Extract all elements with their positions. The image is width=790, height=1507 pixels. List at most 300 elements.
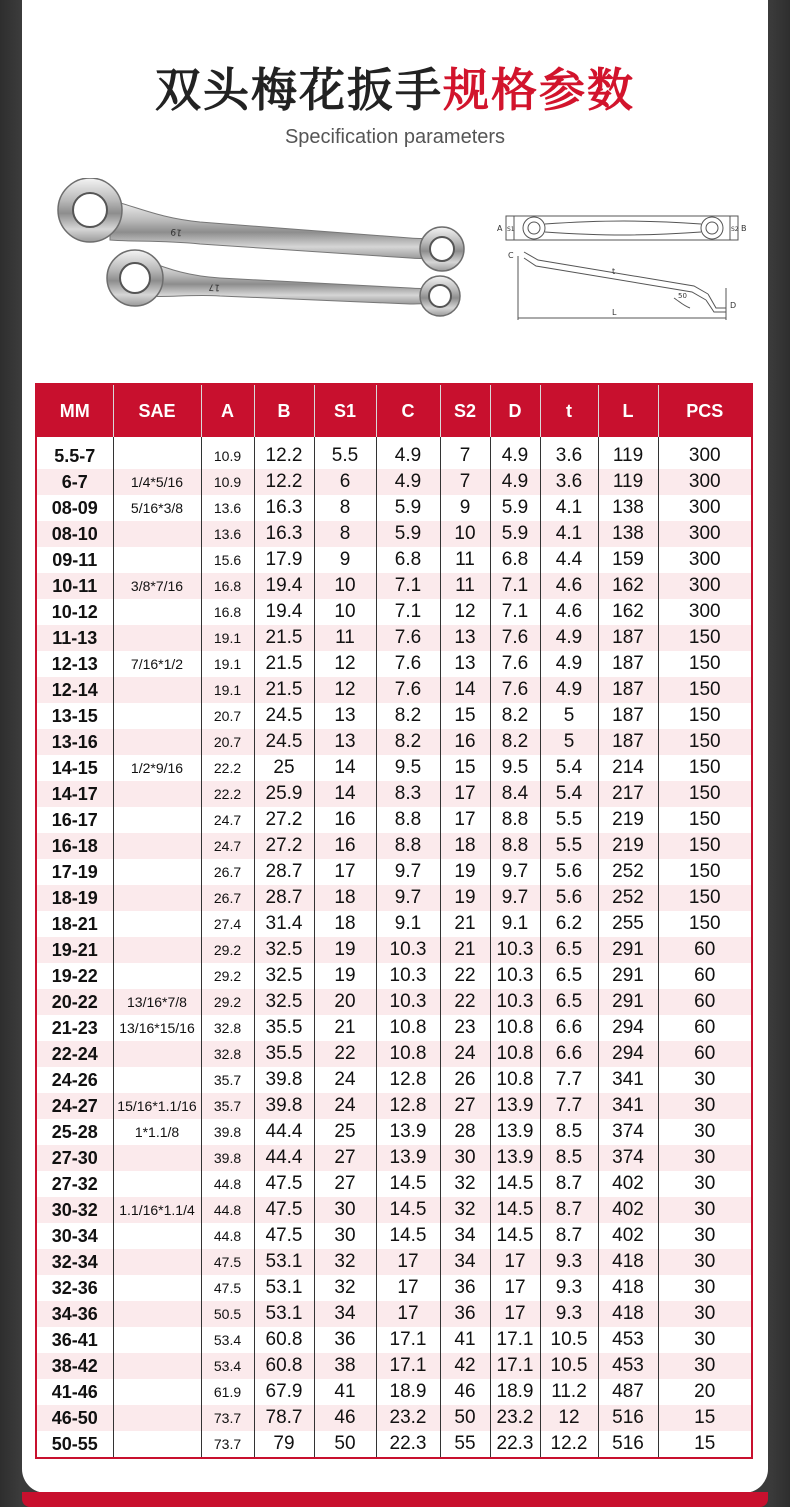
cell-d: 17.1 — [490, 1327, 540, 1353]
cell-sae — [113, 807, 201, 833]
cell-t: 5.4 — [540, 755, 598, 781]
cell-s2: 13 — [440, 625, 490, 651]
cell-l: 341 — [598, 1067, 658, 1093]
cell-l: 162 — [598, 599, 658, 625]
cell-a: 26.7 — [201, 885, 254, 911]
cell-a: 29.2 — [201, 937, 254, 963]
cell-s1: 14 — [314, 781, 376, 807]
cell-l: 291 — [598, 963, 658, 989]
table-header-row — [36, 384, 752, 437]
cell-d: 4.9 — [490, 469, 540, 495]
cell-b: 44.4 — [254, 1119, 314, 1145]
cell-t: 6.6 — [540, 1041, 598, 1067]
wrench-product-photo — [50, 178, 470, 318]
cell-s2: 11 — [440, 547, 490, 573]
column-header-mm: MM — [36, 384, 113, 437]
cell-c: 8.3 — [376, 781, 440, 807]
table-row — [36, 1405, 752, 1431]
small-wrench-marking: 17 — [208, 281, 221, 292]
cell-b: 25.9 — [254, 781, 314, 807]
cell-d: 14.5 — [490, 1223, 540, 1249]
cell-l: 291 — [598, 937, 658, 963]
cell-s1: 11 — [314, 625, 376, 651]
cell-c: 4.9 — [376, 469, 440, 495]
table-row — [36, 599, 752, 625]
cell-pcs: 30 — [694, 1225, 716, 1246]
cell-b: 16.3 — [254, 521, 314, 547]
cell-pcs: 150 — [688, 705, 721, 726]
cell-s2: 30 — [440, 1145, 490, 1171]
cell-c: 9.1 — [376, 911, 440, 937]
cell-sae — [113, 1327, 201, 1353]
cell-l: 187 — [598, 729, 658, 755]
cell-s1: 10 — [314, 599, 376, 625]
cell-s2: 34 — [440, 1223, 490, 1249]
label-D: D — [730, 301, 737, 310]
cell-d: 13.9 — [490, 1093, 540, 1119]
cell-pcs: 30 — [658, 1145, 752, 1171]
table-row — [36, 651, 752, 677]
table-row — [36, 1015, 752, 1041]
cell-d: 17.1 — [490, 1353, 540, 1379]
cell-mm: 17-19 — [36, 859, 113, 885]
table-row — [36, 755, 752, 781]
table-row — [36, 573, 752, 599]
cell-pcs: 30 — [658, 1353, 752, 1379]
cell-mm: 19-22 — [36, 963, 113, 989]
cell-s1: 32 — [314, 1275, 376, 1301]
table-row — [36, 1041, 752, 1067]
cell-b: 16.3 — [254, 495, 314, 521]
cell-d: 23.2 — [490, 1405, 540, 1431]
cell-a: 39.8 — [201, 1145, 254, 1171]
cell-s2: 7 — [440, 437, 490, 469]
cell-t: 8.5 — [540, 1119, 598, 1145]
cell-a: 44.8 — [201, 1223, 254, 1249]
cell-mm: 32-36 — [36, 1275, 113, 1301]
cell-a: 15.6 — [201, 547, 254, 573]
cell-d: 6.8 — [490, 547, 540, 573]
cell-s2: 13 — [440, 651, 490, 677]
cell-c: 9.7 — [376, 859, 440, 885]
cell-s1: 36 — [314, 1327, 376, 1353]
cell-a: 22.2 — [201, 755, 254, 781]
cell-b: 44.4 — [254, 1145, 314, 1171]
table-row — [36, 1145, 752, 1171]
cell-mm: 24-26 — [36, 1067, 113, 1093]
cell-pcs: 150 — [658, 781, 752, 807]
cell-s2: 11 — [440, 573, 490, 599]
cell-a: 53.4 — [201, 1353, 254, 1379]
cell-pcs: 300 — [688, 549, 721, 570]
cell-t: 5.5 — [540, 807, 598, 833]
cell-a: 10.9 — [201, 469, 254, 495]
table-row — [36, 1197, 752, 1223]
cell-sae — [113, 1041, 201, 1067]
cell-b: 47.5 — [254, 1197, 314, 1223]
cell-s2: 10 — [440, 521, 490, 547]
column-header-l: L — [598, 384, 658, 437]
cell-t: 4.9 — [540, 625, 598, 651]
cell-sae — [113, 437, 201, 469]
cell-s1: 25 — [314, 1119, 376, 1145]
cell-b: 32.5 — [254, 989, 314, 1015]
cell-a: 16.8 — [201, 573, 254, 599]
cell-l: 418 — [598, 1301, 658, 1327]
cell-pcs: 300 — [658, 573, 752, 599]
cell-c: 7.6 — [376, 651, 440, 677]
cell-s1: 34 — [314, 1301, 376, 1327]
cell-l: 187 — [598, 677, 658, 703]
cell-c: 17.1 — [376, 1327, 440, 1353]
cell-c: 9.7 — [376, 885, 440, 911]
table-row — [36, 989, 752, 1015]
cell-c: 7.6 — [376, 677, 440, 703]
cell-l: 219 — [598, 807, 658, 833]
cell-t: 8.7 — [540, 1171, 598, 1197]
cell-c: 10.8 — [376, 1015, 440, 1041]
cell-pcs: 150 — [688, 653, 721, 674]
cell-t: 10.5 — [540, 1353, 598, 1379]
cell-t: 7.7 — [540, 1067, 598, 1093]
cell-b: 32.5 — [254, 937, 314, 963]
cell-sae — [113, 859, 201, 885]
table-row — [36, 963, 752, 989]
cell-d: 13.9 — [490, 1119, 540, 1145]
cell-pcs: 60 — [694, 965, 716, 986]
cell-b: 27.2 — [254, 833, 314, 859]
cell-a: 73.7 — [201, 1405, 254, 1431]
cell-c: 8.8 — [376, 833, 440, 859]
label-t: t — [612, 267, 616, 276]
cell-c: 17.1 — [376, 1353, 440, 1379]
cell-s1: 18 — [314, 911, 376, 937]
cell-pcs: 20 — [694, 1381, 716, 1402]
cell-s2: 32 — [440, 1197, 490, 1223]
cell-c: 10.3 — [376, 989, 440, 1015]
cell-d: 5.9 — [490, 521, 540, 547]
cell-s1: 18 — [314, 885, 376, 911]
cell-l: 453 — [598, 1327, 658, 1353]
cell-sae: 13/16*15/16 — [113, 1015, 201, 1041]
cell-mm: 25-28 — [36, 1119, 113, 1145]
cell-d: 7.6 — [490, 677, 540, 703]
column-header-d: D — [490, 384, 540, 437]
cell-sae — [113, 729, 201, 755]
column-header-s1: S1 — [314, 384, 376, 437]
cell-s1: 30 — [314, 1197, 376, 1223]
cell-sae: 1*1.1/8 — [113, 1119, 201, 1145]
cell-mm: 46-50 — [36, 1405, 113, 1431]
cell-a: 20.7 — [201, 729, 254, 755]
cell-sae: 15/16*1.1/16 — [113, 1093, 201, 1119]
table-row — [36, 1171, 752, 1197]
cell-d: 7.1 — [490, 599, 540, 625]
cell-mm: 38-42 — [36, 1353, 113, 1379]
cell-pcs: 30 — [694, 1173, 716, 1194]
cell-d: 5.9 — [490, 495, 540, 521]
cell-s2: 55 — [440, 1431, 490, 1458]
cell-t: 5 — [540, 729, 598, 755]
cell-s2: 34 — [440, 1249, 490, 1275]
cell-pcs: 30 — [658, 1093, 752, 1119]
cell-l: 219 — [598, 833, 658, 859]
cell-b: 19.4 — [254, 599, 314, 625]
cell-b: 53.1 — [254, 1301, 314, 1327]
cell-c: 5.9 — [376, 495, 440, 521]
cell-sae — [113, 781, 201, 807]
cell-pcs: 60 — [658, 1041, 752, 1067]
cell-d: 7.6 — [490, 625, 540, 651]
cell-c: 9.5 — [376, 755, 440, 781]
title-dark-part: 双头梅花扳手 — [155, 63, 443, 117]
cell-sae — [113, 833, 201, 859]
cell-b: 32.5 — [254, 963, 314, 989]
cell-sae — [113, 1145, 201, 1171]
cell-c: 4.9 — [376, 437, 440, 469]
cell-b: 27.2 — [254, 807, 314, 833]
cell-c: 12.8 — [376, 1093, 440, 1119]
cell-b: 21.5 — [254, 625, 314, 651]
spec-table — [35, 383, 753, 1459]
cell-s1: 16 — [314, 807, 376, 833]
cell-s2: 18 — [440, 833, 490, 859]
cell-c: 22.3 — [376, 1431, 440, 1458]
cell-d: 22.3 — [490, 1431, 540, 1458]
cell-l: 138 — [598, 495, 658, 521]
cell-t: 4.1 — [540, 521, 598, 547]
column-header-b: B — [254, 384, 314, 437]
cell-a: 19.1 — [201, 651, 254, 677]
cell-c: 7.1 — [376, 573, 440, 599]
cell-a: 24.7 — [201, 833, 254, 859]
cell-l: 291 — [598, 989, 658, 1015]
cell-mm: 10-12 — [36, 599, 113, 625]
cell-mm: 41-46 — [36, 1379, 113, 1405]
cell-pcs: 150 — [658, 885, 752, 911]
cell-s2: 15 — [440, 755, 490, 781]
cell-d: 10.3 — [490, 937, 540, 963]
cell-pcs: 60 — [658, 937, 752, 963]
cell-c: 5.9 — [376, 521, 440, 547]
cell-s1: 12 — [314, 651, 376, 677]
column-header-sae: SAE — [113, 384, 201, 437]
cell-b: 53.1 — [254, 1275, 314, 1301]
cell-mm: 5.5-7 — [36, 437, 113, 469]
table-row — [36, 437, 752, 469]
cell-d: 14.5 — [490, 1171, 540, 1197]
cell-b: 79 — [254, 1431, 314, 1458]
cell-t: 4.9 — [540, 677, 598, 703]
cell-pcs: 300 — [658, 469, 752, 495]
cell-a: 53.4 — [201, 1327, 254, 1353]
cell-l: 294 — [598, 1041, 658, 1067]
cell-t: 5.4 — [540, 781, 598, 807]
cell-b: 17.9 — [254, 547, 314, 573]
cell-pcs: 30 — [658, 1301, 752, 1327]
cell-t: 6.5 — [540, 937, 598, 963]
cell-d: 17 — [490, 1275, 540, 1301]
cell-l: 217 — [598, 781, 658, 807]
cell-d: 10.8 — [490, 1015, 540, 1041]
cell-s1: 41 — [314, 1379, 376, 1405]
column-header-t: t — [540, 384, 598, 437]
cell-mm: 10-11 — [36, 573, 113, 599]
cell-s2: 22 — [440, 963, 490, 989]
cell-l: 162 — [598, 573, 658, 599]
cell-sae: 1.1/16*1.1/4 — [113, 1197, 201, 1223]
cell-c: 10.3 — [376, 963, 440, 989]
cell-s2: 32 — [440, 1171, 490, 1197]
cell-b: 53.1 — [254, 1249, 314, 1275]
cell-b: 21.5 — [254, 651, 314, 677]
cell-mm: 13-15 — [36, 703, 113, 729]
cell-pcs: 150 — [688, 913, 721, 934]
cell-a: 22.2 — [201, 781, 254, 807]
cell-a: 24.7 — [201, 807, 254, 833]
cell-s2: 19 — [440, 859, 490, 885]
cell-t: 10.5 — [540, 1327, 598, 1353]
cell-s2: 23 — [440, 1015, 490, 1041]
page-title — [0, 62, 790, 118]
cell-t: 8.7 — [540, 1223, 598, 1249]
cell-mm: 14-17 — [36, 781, 113, 807]
cell-l: 119 — [598, 469, 658, 495]
label-B: B — [741, 224, 747, 233]
cell-b: 28.7 — [254, 885, 314, 911]
cell-s2: 42 — [440, 1353, 490, 1379]
cell-s1: 20 — [314, 989, 376, 1015]
cell-b: 31.4 — [254, 911, 314, 937]
cell-d: 4.9 — [490, 437, 540, 469]
cell-s1: 24 — [314, 1067, 376, 1093]
cell-pcs: 60 — [694, 1017, 716, 1038]
cell-b: 47.5 — [254, 1171, 314, 1197]
cell-s1: 19 — [314, 963, 376, 989]
label-L: L — [612, 308, 617, 317]
label-C: C — [508, 251, 514, 260]
cell-s2: 12 — [440, 599, 490, 625]
cell-d: 7.6 — [490, 651, 540, 677]
table-row — [36, 677, 752, 703]
cell-a: 19.1 — [201, 677, 254, 703]
cell-c: 8.2 — [376, 729, 440, 755]
cell-b: 12.2 — [254, 437, 314, 469]
cell-c: 7.1 — [376, 599, 440, 625]
column-header-pcs: PCS — [658, 384, 752, 437]
table-row — [36, 885, 752, 911]
cell-s1: 22 — [314, 1041, 376, 1067]
cell-c: 23.2 — [376, 1405, 440, 1431]
cell-t: 4.9 — [540, 651, 598, 677]
cell-t: 6.2 — [540, 911, 598, 937]
cell-sae — [113, 625, 201, 651]
cell-l: 119 — [598, 437, 658, 469]
table-row — [36, 703, 752, 729]
cell-a: 20.7 — [201, 703, 254, 729]
cell-d: 8.8 — [490, 833, 540, 859]
cell-l: 294 — [598, 1015, 658, 1041]
cell-b: 24.5 — [254, 703, 314, 729]
cell-pcs: 30 — [694, 1329, 716, 1350]
cell-l: 159 — [598, 547, 658, 573]
cell-s1: 21 — [314, 1015, 376, 1041]
cell-pcs: 300 — [688, 497, 721, 518]
cell-t: 4.1 — [540, 495, 598, 521]
table-row — [36, 937, 752, 963]
label-A: A — [497, 224, 503, 233]
cell-d: 17 — [490, 1301, 540, 1327]
cell-sae — [113, 677, 201, 703]
cell-t: 8.5 — [540, 1145, 598, 1171]
cell-b: 24.5 — [254, 729, 314, 755]
cell-s1: 13 — [314, 729, 376, 755]
cell-sae — [113, 963, 201, 989]
table-row — [36, 547, 752, 573]
cell-s2: 17 — [440, 781, 490, 807]
table-row — [36, 495, 752, 521]
table-row — [36, 1327, 752, 1353]
cell-l: 487 — [598, 1379, 658, 1405]
cell-a: 73.7 — [201, 1431, 254, 1458]
cell-s1: 8 — [314, 521, 376, 547]
cell-s2: 7 — [440, 469, 490, 495]
table-body — [36, 437, 752, 1458]
cell-b: 39.8 — [254, 1067, 314, 1093]
cell-mm: 30-32 — [36, 1197, 113, 1223]
title-red-part: 规格参数 — [443, 63, 635, 117]
cell-s1: 24 — [314, 1093, 376, 1119]
wrench-technical-drawing — [494, 208, 750, 330]
cell-pcs: 300 — [658, 521, 752, 547]
cell-pcs: 150 — [658, 677, 752, 703]
table-row — [36, 833, 752, 859]
cell-a: 29.2 — [201, 989, 254, 1015]
cell-mm: 30-34 — [36, 1223, 113, 1249]
table-row — [36, 911, 752, 937]
cell-s1: 12 — [314, 677, 376, 703]
cell-t: 7.7 — [540, 1093, 598, 1119]
cell-a: 10.9 — [201, 437, 254, 469]
label-S1: S1 — [507, 226, 515, 233]
cell-d: 10.8 — [490, 1067, 540, 1093]
cell-s2: 27 — [440, 1093, 490, 1119]
cell-c: 8.2 — [376, 703, 440, 729]
table-row — [36, 1249, 752, 1275]
cell-mm: 18-21 — [36, 911, 113, 937]
cell-d: 13.9 — [490, 1145, 540, 1171]
cell-a: 13.6 — [201, 521, 254, 547]
cell-s1: 50 — [314, 1431, 376, 1458]
cell-mm: 36-41 — [36, 1327, 113, 1353]
cell-t: 12 — [540, 1405, 598, 1431]
cell-a: 29.2 — [201, 963, 254, 989]
cell-s1: 16 — [314, 833, 376, 859]
cell-d: 10.3 — [490, 989, 540, 1015]
cell-sae — [113, 547, 201, 573]
cell-sae — [113, 885, 201, 911]
table-row — [36, 859, 752, 885]
cell-s1: 14 — [314, 755, 376, 781]
table-row — [36, 807, 752, 833]
cell-a: 19.1 — [201, 625, 254, 651]
cell-s2: 22 — [440, 989, 490, 1015]
cell-s2: 21 — [440, 911, 490, 937]
cell-mm: 13-16 — [36, 729, 113, 755]
cell-sae — [113, 1067, 201, 1093]
cell-s1: 27 — [314, 1171, 376, 1197]
cell-sae — [113, 703, 201, 729]
